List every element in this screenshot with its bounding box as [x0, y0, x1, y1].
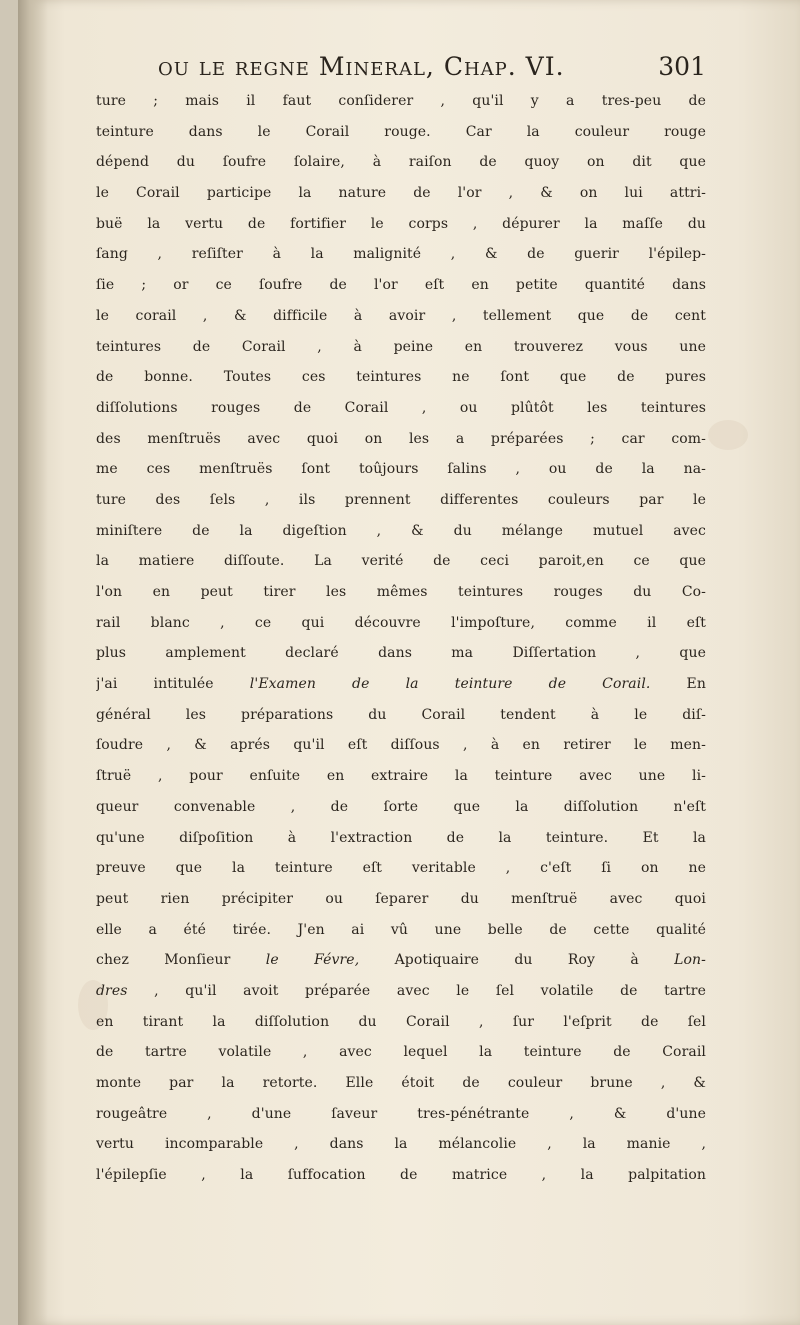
- text-line: [96, 147, 706, 178]
- text-line: [96, 1007, 706, 1038]
- text-segment: dépend du ſoufre ſolaire, à raiſon de quoy on dit que: [96, 154, 706, 171]
- text-segment: chez Monſieur: [96, 952, 266, 969]
- italic-text: le Févre,: [265, 952, 360, 969]
- text-line: [96, 884, 706, 915]
- text-line: [96, 209, 706, 240]
- text-segment: buë la vertu de fortifier le corps , dépurer la maſſe du: [96, 215, 706, 232]
- text-line: [96, 485, 706, 516]
- text-line: [96, 669, 706, 700]
- text-segment: l'on en peut tirer les mêmes teintures rouges du Co-: [96, 584, 706, 600]
- text-segment: des menſtruës avec quoi on les a préparées ; car com-: [96, 430, 706, 447]
- italic-text: Lon-: [674, 952, 706, 969]
- text-line: [96, 332, 706, 363]
- text-segment: qu'une diſpoſition à l'extraction de la teinture. Et la: [96, 829, 706, 846]
- text-segment: ture ; mais il faut conſiderer , qu'il y a tres-peu de: [96, 93, 706, 109]
- text-segment: en tirant la diſſolution du Corail , ſur l'eſprit de ſel: [96, 1013, 706, 1030]
- text-segment: teintures de Corail , à peine en trouverez vous une: [96, 338, 706, 355]
- text-line: [96, 638, 706, 669]
- text-line: [96, 270, 706, 301]
- text-segment: ſie ; or ce ſoufre de l'or eſt en petite quantité dans: [96, 277, 706, 294]
- text-line: [96, 823, 706, 854]
- text-line: [96, 792, 706, 823]
- text-segment: Apotiquaire du Roy à: [359, 952, 675, 969]
- text-line: [96, 853, 706, 884]
- text-line: [96, 546, 706, 577]
- text-segment: teinture dans le Corail rouge. Car la couleur rouge: [96, 123, 706, 140]
- text-line: [96, 730, 706, 761]
- text-line: [96, 454, 706, 485]
- text-segment: me ces menſtruës ſont toûjours ſalins , ou de la na-: [96, 461, 706, 478]
- text-segment: elle a été tirée. J'en ai vû une belle de cette qualité: [96, 921, 706, 938]
- page-number: 301: [658, 52, 706, 81]
- text-segment: rougeâtre , d'une ſaveur tres-pénétrante , & d'une: [96, 1105, 706, 1122]
- text-segment: l'épilepſie , la ſuffocation de matrice , la palpitation: [96, 1167, 706, 1184]
- text-line: [96, 761, 706, 792]
- text-segment: le Corail participe la nature de l'or , & on lui attri-: [96, 185, 706, 202]
- text-segment: monte par la retorte. Elle étoit de couleur brune , &: [96, 1075, 706, 1091]
- text-segment: ſtruë , pour enſuite en extraire la teinture avec une li-: [96, 768, 706, 785]
- text-line: [96, 516, 706, 547]
- text-segment: diſſolutions rouges de Corail , ou plûtôt les teintures: [96, 399, 706, 416]
- text-line: [96, 945, 706, 976]
- italic-text: l'Examen de la teinture de Corail.: [249, 676, 651, 693]
- text-line: [96, 86, 706, 117]
- text-segment: plus amplement declaré dans ma Diſſertation , que: [96, 645, 706, 662]
- text-line: [96, 362, 706, 393]
- text-segment: , qu'il avoit préparée avec le ſel volatile de tartre: [127, 982, 706, 999]
- text-segment: peut rien précipiter ou ſeparer du menſtruë avec quoi: [96, 890, 706, 907]
- text-line: [96, 424, 706, 455]
- text-segment: ſoudre , & aprés qu'il eſt diſſous , à en retirer le men-: [96, 737, 706, 754]
- page-gutter-shadow: [18, 0, 48, 1325]
- paper-stain: [708, 420, 748, 450]
- text-line: [96, 1129, 706, 1160]
- text-segment: j'ai intitulée: [96, 676, 250, 693]
- italic-text: dres: [96, 982, 128, 999]
- text-segment: ſang , reſiſter à la malignité , & de guerir l'épilep-: [96, 246, 706, 263]
- text-line: [96, 976, 706, 1007]
- text-line: [96, 1037, 706, 1068]
- text-line: [96, 577, 706, 608]
- text-segment: le corail , & difficile à avoir , tellement que de cent: [96, 307, 706, 324]
- running-title: ou le regne Mineral, Chap. VI.: [158, 52, 565, 81]
- text-line: [96, 700, 706, 731]
- text-line: [96, 1099, 706, 1130]
- text-segment: queur convenable , de ſorte que la diſſolution n'eſt: [96, 798, 706, 815]
- text-segment: de tartre volatile , avec lequel la teinture de Corail: [96, 1044, 706, 1061]
- text-line: [96, 239, 706, 270]
- body-text: [96, 86, 706, 1191]
- text-segment: de bonne. Toutes ces teintures ne ſont que de pures: [96, 369, 706, 386]
- text-segment: En: [650, 676, 706, 693]
- text-segment: la matiere diſſoute. La verité de ceci paroit,en ce que: [96, 553, 706, 570]
- text-segment: miniſtere de la digeſtion , & du mélange mutuel avec: [96, 522, 706, 539]
- text-line: [96, 608, 706, 639]
- text-segment: preuve que la teinture eſt veritable , c'eſt ſi on ne: [96, 860, 706, 877]
- text-segment: rail blanc , ce qui découvre l'impoſture, comme il eſt: [96, 614, 706, 631]
- text-segment: ture des ſels , ils prennent differentes couleurs par le: [96, 491, 706, 508]
- text-line: [96, 1068, 706, 1099]
- text-line: [96, 915, 706, 946]
- text-segment: vertu incomparable , dans la mélancolie , la manie ,: [96, 1136, 706, 1153]
- text-line: [96, 393, 706, 424]
- text-line: [96, 117, 706, 148]
- text-line: [96, 178, 706, 209]
- text-line: [96, 1160, 706, 1191]
- book-page: [18, 0, 800, 1325]
- text-segment: général les préparations du Corail tendent à le diſ-: [96, 706, 706, 723]
- text-line: [96, 301, 706, 332]
